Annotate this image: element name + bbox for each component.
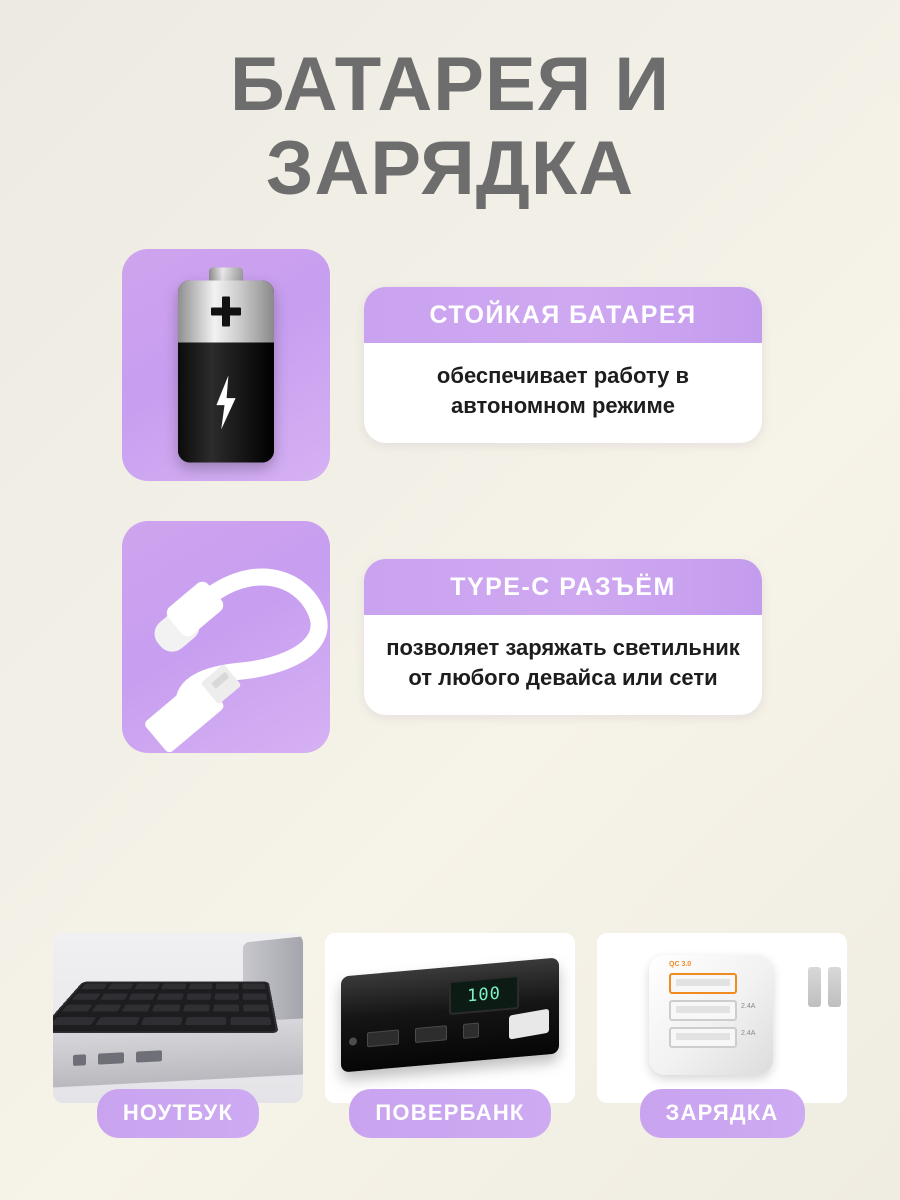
laptop-port-hdmi: [98, 1052, 124, 1064]
keyboard-key: [215, 984, 238, 990]
charger-usb-port: [669, 1000, 737, 1021]
charger-port-amp-label: 2.4A: [741, 1030, 756, 1037]
keyboard-key: [186, 1017, 227, 1025]
keyboard-key: [100, 994, 128, 1000]
laptop-keyboard: [53, 982, 279, 1033]
charger-port-amp-label: 2.4A: [741, 1003, 756, 1010]
battery-thumbnail: [122, 249, 330, 481]
title-line-1: БАТАРЕЯ И: [229, 42, 671, 127]
battery-bottom-half: [178, 342, 274, 462]
keyboard-key: [140, 1017, 183, 1025]
keyboard-key: [53, 1017, 96, 1025]
feature-heading: TYPE-C РАЗЪЁМ: [364, 559, 762, 615]
charger-usb-port-qc: [669, 973, 737, 994]
charger-usb-port: [669, 1027, 737, 1048]
keyboard-key: [243, 1005, 269, 1012]
keyboard-row: [53, 1014, 278, 1028]
lightning-bolt-icon: [211, 375, 241, 429]
powerbank-micro-port: [463, 1022, 479, 1038]
powerbank-usb-port: [415, 1025, 447, 1043]
powerbank-photo: [325, 933, 575, 1103]
keyboard-key: [214, 994, 239, 1000]
gallery-item-charger: [597, 933, 847, 1138]
usb-slot: [676, 1006, 730, 1013]
laptop-photo: [53, 933, 303, 1103]
feature-card-battery: [364, 287, 762, 444]
keyboard-key: [242, 984, 265, 990]
laptop-port: [73, 1054, 86, 1066]
keyboard-key: [81, 984, 108, 990]
powerbank-ports: [367, 1022, 479, 1047]
powerbank-display: [449, 975, 519, 1015]
usb-slot: [676, 1033, 730, 1040]
powerbank-display-value: 100: [467, 983, 501, 1007]
keyboard-key: [161, 984, 186, 990]
keyboard-key: [92, 1005, 122, 1012]
usb-cable-icon: [122, 521, 330, 753]
feature-card-cable: [364, 559, 762, 716]
gallery-label-laptop: НОУТБУК: [97, 1089, 259, 1138]
charger-prong: [808, 967, 821, 1007]
gallery-item-powerbank: [325, 933, 575, 1138]
laptop-port-usb: [136, 1050, 162, 1062]
keyboard-key: [152, 1005, 180, 1012]
wall-charger-photo: [597, 933, 847, 1103]
keyboard-key: [183, 1005, 210, 1012]
keyboard-row: [54, 1002, 275, 1014]
keyboard-key: [157, 994, 183, 1000]
feature-row-battery: [0, 249, 900, 481]
keyboard-row: [74, 982, 270, 992]
battery-icon: [178, 267, 274, 462]
keyboard-key: [188, 984, 212, 990]
keyboard-key: [122, 1005, 151, 1012]
keyboard-key: [135, 984, 161, 990]
title-line-2: ЗАРЯДКА: [265, 126, 635, 212]
powerbank-body: [341, 957, 559, 1072]
usb-slot: [676, 979, 730, 986]
feature-row-cable: [0, 521, 900, 753]
battery-top-half: [178, 280, 274, 342]
device-gallery: [0, 933, 900, 1138]
plus-icon: [211, 296, 241, 326]
keyboard-key: [213, 1005, 239, 1012]
gallery-item-laptop: [53, 933, 303, 1138]
keyboard-key: [95, 1017, 139, 1025]
keyboard-key: [129, 994, 156, 1000]
gallery-label-charger: ЗАРЯДКА: [640, 1089, 805, 1138]
page-title: [0, 0, 900, 212]
powerbank-power-button[interactable]: [349, 1037, 357, 1046]
charger-qc-label: QC 3.0: [669, 961, 692, 968]
gallery-label-powerbank: ПОВЕРБАНК: [349, 1089, 550, 1138]
keyboard-key: [61, 1005, 92, 1012]
keyboard-key: [72, 994, 101, 1000]
keyboard-key: [108, 984, 134, 990]
keyboard-key: [231, 1017, 272, 1025]
keyboard-key: [186, 994, 211, 1000]
feature-heading: СТОЙКАЯ БАТАРЕЯ: [364, 287, 762, 343]
feature-text: позволяет заряжать светильник от любого девайса или сети: [386, 634, 740, 690]
powerbank-side-panel: [509, 1009, 549, 1040]
keyboard-row: [65, 991, 273, 1002]
battery-cap: [209, 267, 243, 280]
keyboard-key: [242, 994, 267, 1000]
charger-prong: [828, 967, 841, 1007]
feature-text: обеспечивает работу в автономном режиме: [436, 362, 690, 418]
battery-body: [178, 280, 274, 462]
cable-thumbnail: [122, 521, 330, 753]
charger-body: [649, 955, 773, 1075]
powerbank-usb-port: [367, 1029, 399, 1047]
